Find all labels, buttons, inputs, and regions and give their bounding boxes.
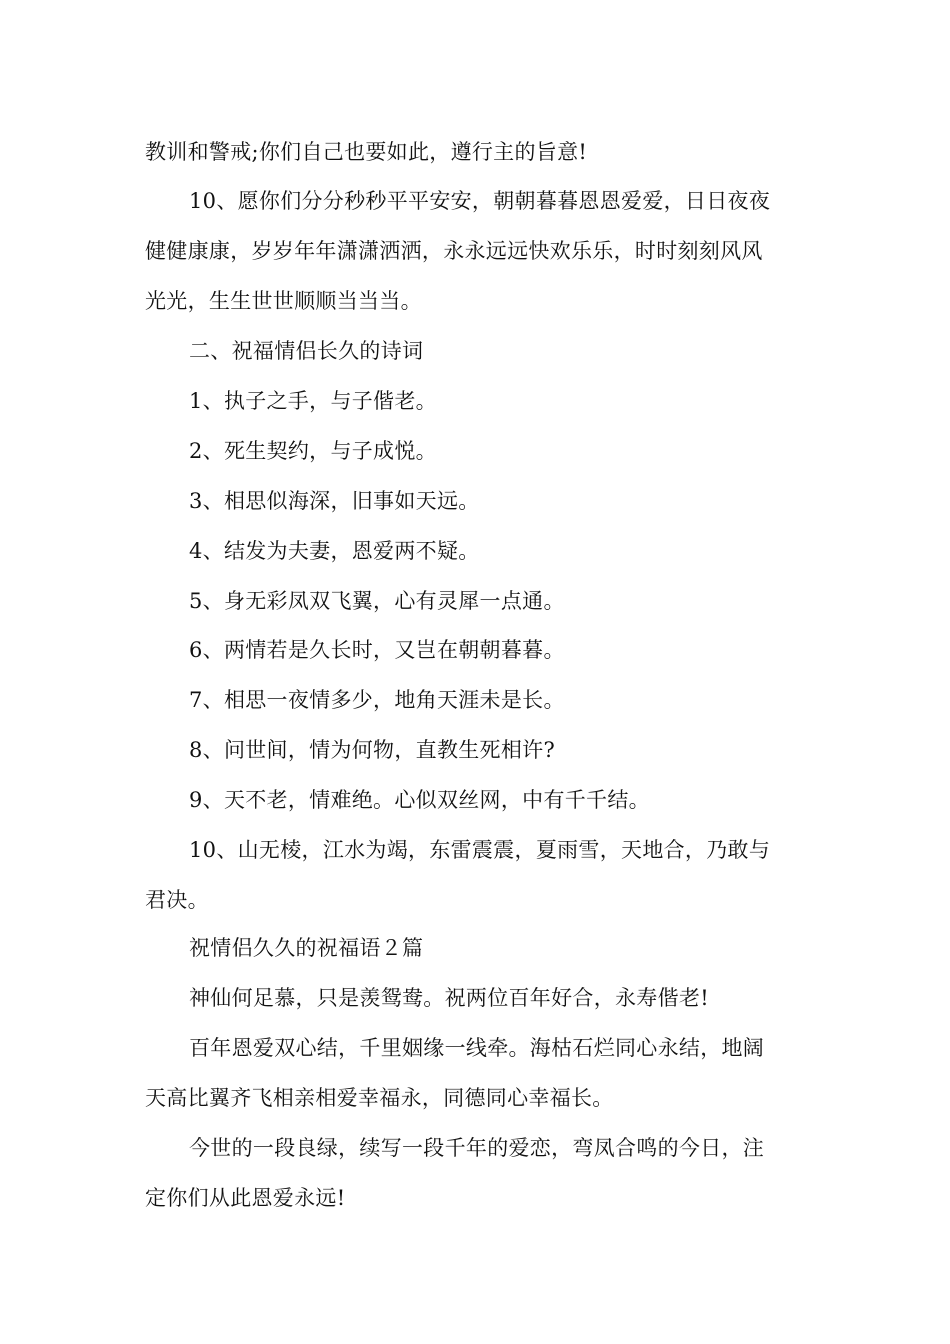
poem-line-6: 6、两情若是久长时，又岂在朝朝暮暮。 — [189, 638, 565, 662]
blessing-2-cont: 天高比翼齐飞相亲相爱幸福永，同德同心幸福长。 — [145, 1086, 614, 1110]
blessing-1: 神仙何足慕，只是羡鸳鸯。祝两位百年好合，永寿偕老! — [189, 986, 709, 1010]
section-heading: 二、祝福情侣长久的诗词 — [189, 339, 424, 363]
poem-line-10: 10、山无棱，江水为竭，东雷震震，夏雨雪，天地合，乃敢与 — [189, 838, 771, 862]
article-title: 祝情侣久久的祝福语２篇 — [189, 936, 424, 960]
poem-line-8: 8、问世间，情为何物，直教生死相许? — [189, 738, 556, 762]
text-line-2: 10、愿你们分分秒秒平平安安，朝朝暮暮恩恩爱爱，日日夜夜 — [189, 189, 771, 213]
blessing-3: 今世的一段良绿，续写一段千年的爱恋，弯凤合鸣的今日，注 — [189, 1136, 765, 1160]
poem-line-3: 3、相思似海深，旧事如天远。 — [189, 489, 480, 513]
text-line-1: 教训和警戒;你们自己也要如此，遵行主的旨意! — [145, 140, 588, 164]
poem-line-2: 2、死生契约，与子成悦。 — [189, 439, 437, 463]
blessing-3-cont: 定你们从此恩爱永远! — [145, 1186, 346, 1210]
poem-line-4: 4、结发为夫妻，恩爱两不疑。 — [189, 539, 480, 563]
poem-line-10-cont: 君决。 — [145, 888, 209, 912]
poem-line-7: 7、相思一夜情多少，地角天涯未是长。 — [189, 688, 565, 712]
poem-line-5: 5、身无彩凤双飞翼，心有灵犀一点通。 — [189, 589, 565, 613]
text-line-4: 光光，生生世世顺顺当当当。 — [145, 289, 422, 313]
text-line-3: 健健康康，岁岁年年潇潇洒洒，永永远远快欢乐乐，时时刻刻风风 — [145, 239, 763, 263]
poem-line-9: 9、天不老，情难绝。心似双丝网，中有千千结。 — [189, 788, 650, 812]
poem-line-1: 1、执子之手，与子偕老。 — [189, 389, 437, 413]
blessing-2: 百年恩爱双心结，千里姻缘一线牵。海枯石烂同心永结，地阔 — [189, 1036, 765, 1060]
